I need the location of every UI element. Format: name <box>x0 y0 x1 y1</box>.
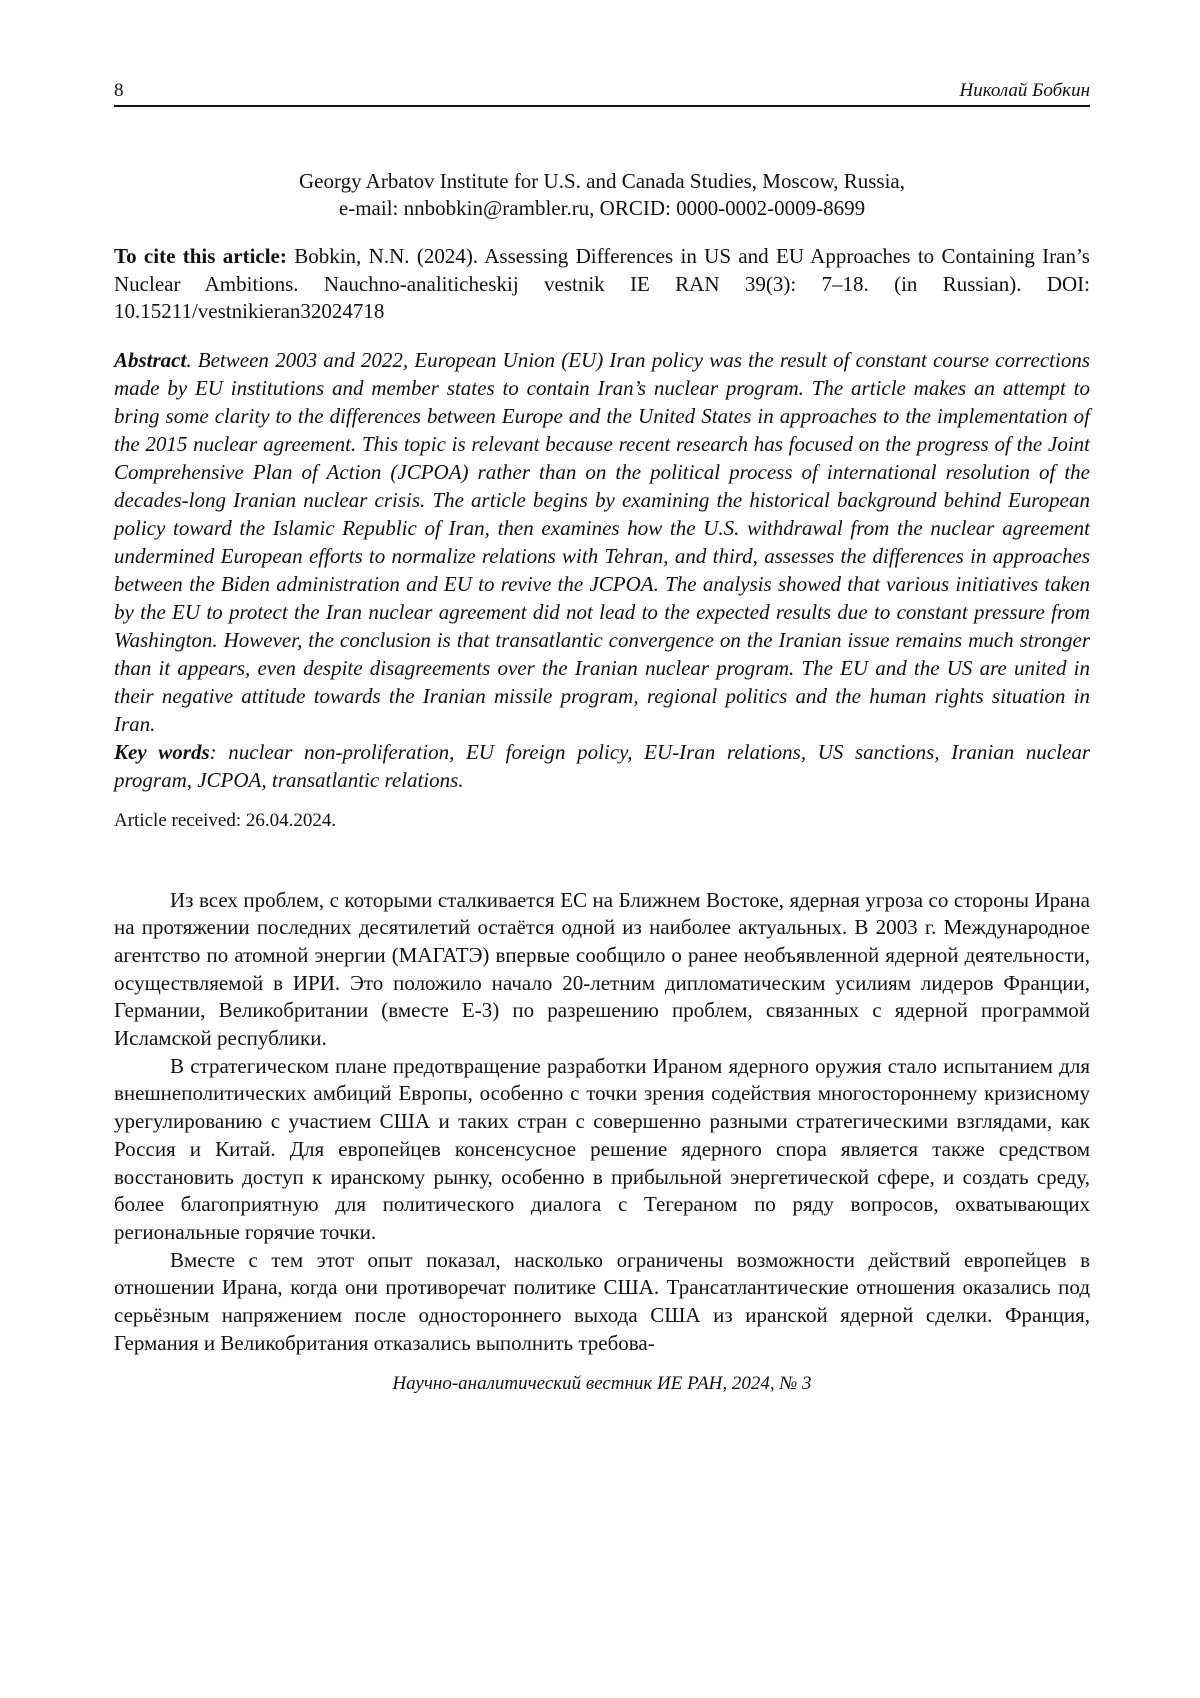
affiliation-institute: Georgy Arbatov Institute for U.S. and Canada Studies, Moscow, Russia, <box>298 169 906 193</box>
abstract-text: . Between 2003 and 2022, European Union (EU) Iran policy was the result of constant course corrections made by EU institutions and member states to contain Iran’s nuclear program. The article makes an attempt to bring some clarity to the differences between Europe and the United States in approaches to the implementation of the 2015 nuclear agreement. This topic is relevant because recent research has focused on the progress of the Joint Comprehensive Plan of Action (JCPOA) rather than on the political process of international resolution of the decades-long Iranian nuclear crisis. The article begins by examining the historical background behind European policy toward the Islamic Republic of Iran, then examines how the U.S. withdrawal from the nuclear agreement undermined European efforts to normalize relations with Tehran, and third, assesses the differences in approaches between the Biden administration and EU to revive the JCPOA. The analysis showed that various initiatives taken by the EU to protect the Iran nuclear agreement did not lead to the expected results due to constant pressure from Washington. However, the conclusion is that transatlantic convergence on the Iranian issue remains much stronger than it appears, even despite disagreements over the Iranian nuclear program. The EU and the US are united in their negative attitude towards the Iranian missile program, regional politics and the human rights situation in Iran. <box>114 347 1090 736</box>
keywords-text: : nuclear non-proliferation, EU foreign policy, EU-Iran relations, US sanctions, Iranian nuclear program, JCPOA, transatlantic relations. <box>114 739 1090 792</box>
citation-text: Bobkin, N.N. (2024). Assessing Differences in US and EU Approaches to Containing Iran’s Nuclear Ambitions. Nauchno-analiticheskij vestnik IE RAN 39(3): 7–18. (in Russian). DOI: 10.15211/vestnikieran32024718 <box>114 244 1090 323</box>
author-affiliation <box>114 168 1090 222</box>
journal-page <box>114 80 1090 1396</box>
abstract-block <box>114 346 1090 738</box>
article-received-date: Article received: 26.04.2024. <box>114 809 337 831</box>
running-footer: Научно-аналитический вестник ИЕ РАН, 2024, № 3 <box>392 1373 812 1395</box>
citation-label: To cite this article: <box>114 244 287 268</box>
body-paragraph: В стратегическом плане предотвращение разработки Ираном ядерного оружия стало испытанием для внешнеполитических амбиций Европы, особенно с точки зрения содействия многостороннему кризисному урегулированию с участием США и таких стран с совершенно разными стратегическими взглядами, как Россия и Китай. Для европейцев консенсусное решение ядерного спора является также средством восстановить доступ к иранскому рынку, особенно в прибыльной энергетической сфере, и создать среду, более благоприятную для политического диалога с Тегераном по ряду вопросов, охватывающих региональные горячие точки. <box>114 1053 1090 1244</box>
keywords-label: Key words <box>114 739 210 764</box>
body-paragraph: Вместе с тем этот опыт показал, насколько ограничены возможности действий европейцев в отношении Ирана, когда они противоречат политике США. Трансатлантические отношения оказались под серьёзным напряжением после одностороннего выхода США из иранской ядерной сделки. Франция, Германия и Великобритания отказались выполнить требова- <box>114 1247 1090 1355</box>
page-number: 8 <box>114 80 124 101</box>
abstract-label: Abstract <box>114 347 187 372</box>
running-header <box>114 80 1090 107</box>
body-paragraph: Из всех проблем, с которыми сталкивается ЕС на Ближнем Востоке, ядерная угроза со стороны Ирана на протяжении последних десятилетий остаётся одной из наиболее актуальных. В 2003 г. Международное агентство по атомной энергии (МАГАТЭ) впервые сообщило о ранее необъявленной ядерной деятельности, осуществляемой в ИРИ. Это положило начало 20-летним дипломатическим усилиям лидеров Франции, Германии, Великобритании (вместе Е-3) по разрешению проблем, связанных с ядерной программой Исламской республики. <box>114 887 1090 1051</box>
keywords-block <box>114 738 1090 794</box>
article-body <box>114 887 1090 1358</box>
citation-block <box>114 243 1090 326</box>
affiliation-contacts: e-mail: nnbobkin@rambler.ru, ORCID: 0000-0002-0009-8699 <box>338 196 866 220</box>
header-author: Николай Бобкин <box>959 80 1090 101</box>
